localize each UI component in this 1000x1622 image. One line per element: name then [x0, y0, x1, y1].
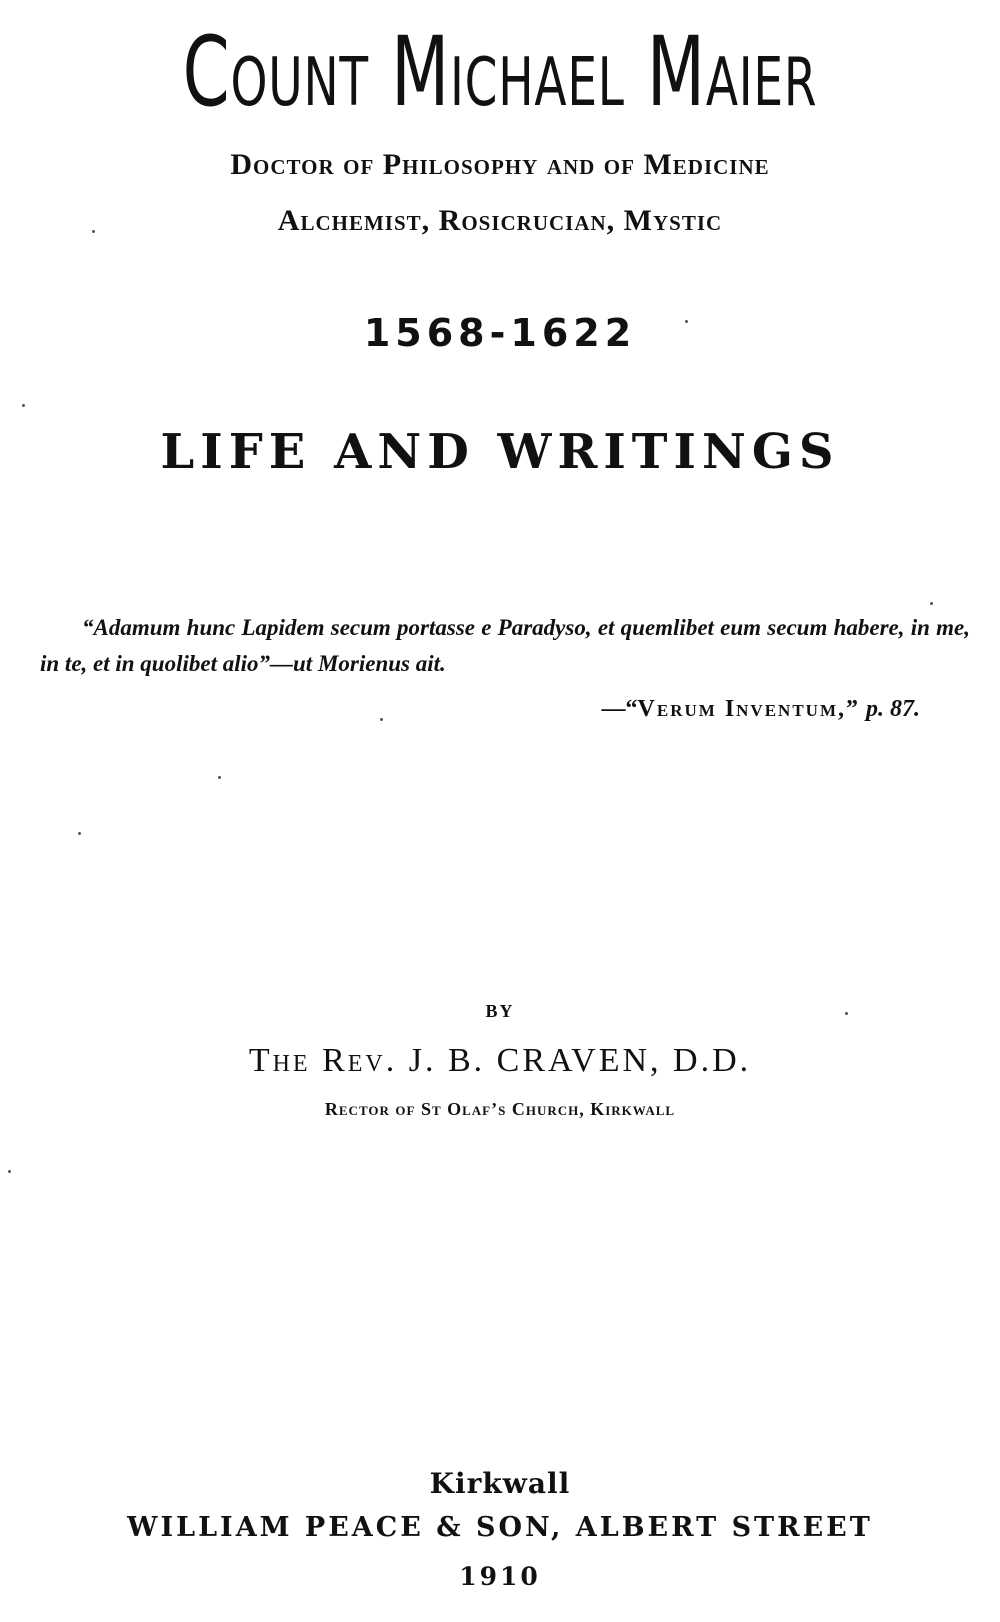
print-speck	[845, 1012, 848, 1015]
print-speck	[218, 776, 221, 779]
print-speck	[685, 320, 688, 323]
epigraph-source	[602, 696, 920, 723]
author-name: J. B. CRAVEN, D.D.	[408, 1042, 752, 1079]
print-speck	[8, 1170, 11, 1173]
by-label: BY	[485, 1001, 515, 1021]
publication-year: 1910	[459, 1562, 541, 1591]
author-prefix: The Rev.	[248, 1042, 398, 1079]
print-speck	[78, 832, 81, 835]
publisher: WILLIAM PEACE & SON, ALBERT STREET	[127, 1512, 873, 1543]
epigraph-quote: “Adamum hunc Lapidem secum portasse e Paradyso, et quemlibet eum secum habere, in me, in te, et in quolibet alio”—ut Morienus ait.	[40, 615, 970, 676]
epigraph-source-title: Verum Inventum,”	[637, 696, 860, 722]
print-speck	[92, 230, 95, 233]
print-speck	[380, 718, 383, 721]
author-position: Rector of St Olaf’s Church, Kirkwall	[324, 1099, 676, 1119]
life-dates: 1568-1622	[363, 311, 637, 355]
book-title: Count Michael Maier	[182, 16, 818, 128]
author-line	[0, 1044, 1000, 1078]
author-descriptors: Alchemist, Rosicrucian, Mystic	[277, 204, 723, 237]
epigraph-source-page: p. 87.	[866, 696, 920, 722]
epigraph-source-dash: —“	[601, 696, 638, 722]
author-degrees: Doctor of Philosophy and of Medicine	[230, 148, 770, 181]
publication-place: Kirkwall	[429, 1467, 571, 1500]
print-speck	[930, 602, 933, 605]
subject-heading: LIFE AND WRITINGS	[160, 424, 840, 480]
print-speck	[22, 404, 25, 407]
